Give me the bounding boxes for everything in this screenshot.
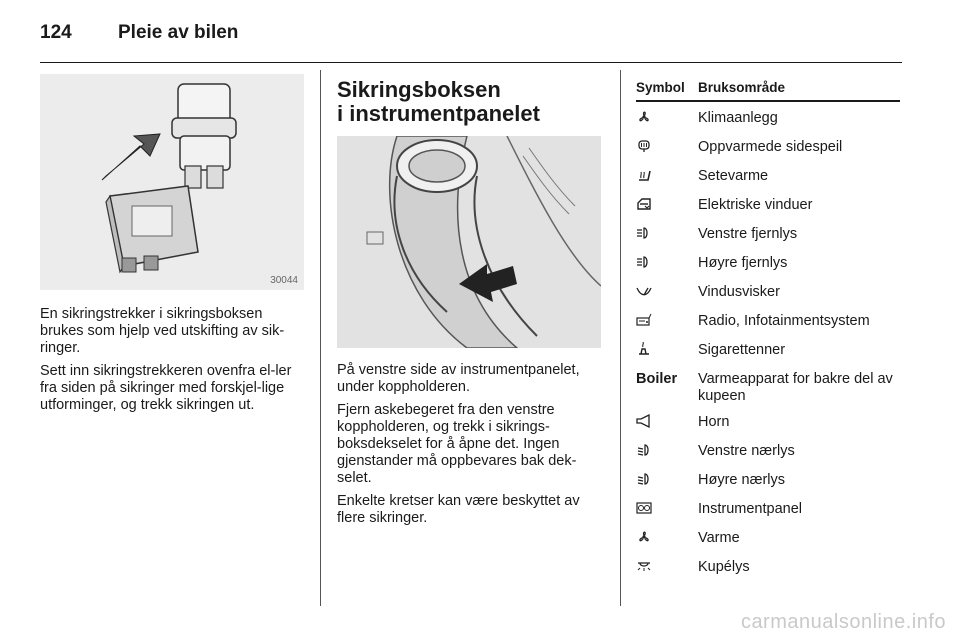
table-row <box>636 226 900 243</box>
table-row <box>636 284 900 301</box>
column-divider-right <box>620 70 621 606</box>
symbol-cell <box>636 559 698 573</box>
usage-cell: Horn <box>698 414 730 430</box>
usage-cell: Elektriske vinduer <box>698 197 813 213</box>
column-header-usage: Bruksområde <box>698 80 786 95</box>
symbol-text <box>636 371 698 388</box>
fuse-box-location-illustration <box>337 136 601 348</box>
table-row <box>636 139 900 156</box>
power-window-icon <box>636 197 652 211</box>
symbol-cell <box>636 501 698 515</box>
fuse-puller-illustration <box>40 74 304 290</box>
table-row <box>636 197 900 214</box>
usage-cell: Varmeapparat for bakre del av kupeen <box>698 371 893 404</box>
low-beam-icon <box>636 472 652 486</box>
heated-mirror-icon <box>636 139 652 153</box>
usage-cell: Oppvarmede sidespeil <box>698 139 843 155</box>
paragraph: Enkelte kretser kan være beskyttet av flere sikringer. <box>337 493 580 526</box>
table-row <box>636 559 900 576</box>
fuse-symbol-table <box>636 80 900 575</box>
symbol-cell <box>636 443 698 457</box>
symbol-label: Boiler <box>636 371 678 387</box>
symbol-cell <box>636 472 698 486</box>
table-row <box>636 414 900 431</box>
paragraph: En sikringstrekker i sikringsboksen brukes som hjelp ved utskifting av sik-ringer. <box>40 306 285 356</box>
symbol-cell <box>636 414 698 428</box>
usage-cell: Vindusvisker <box>698 284 780 300</box>
high-beam-icon <box>636 255 652 269</box>
seat-heater-icon <box>636 168 652 182</box>
section-title-line: Sikringsboksen <box>337 77 501 102</box>
watermark: carmanualsonline.info <box>740 611 946 633</box>
wiper-icon <box>636 284 652 298</box>
table-row <box>636 255 900 272</box>
symbol-cell <box>636 197 698 211</box>
symbol-cell <box>636 255 698 269</box>
header-rule <box>40 62 902 63</box>
page-number: 124 <box>40 22 72 43</box>
symbol-cell <box>636 342 698 356</box>
radio-icon <box>636 313 652 327</box>
usage-cell: Høyre nærlys <box>698 472 786 488</box>
usage-cell: Instrumentpanel <box>698 501 802 517</box>
usage-cell: Varme <box>698 530 740 546</box>
usage-cell: Høyre fjernlys <box>698 255 788 271</box>
symbol-cell <box>636 530 698 544</box>
symbol-cell <box>636 168 698 182</box>
middle-text-column <box>337 362 605 533</box>
fuse-puller-drawing <box>40 74 304 290</box>
interior-light-icon <box>636 559 652 573</box>
instrument-panel-icon <box>636 501 652 515</box>
table-row <box>636 472 900 489</box>
low-beam-icon <box>636 443 652 457</box>
symbol-cell <box>636 284 698 298</box>
table-row <box>636 313 900 330</box>
table-row <box>636 110 900 127</box>
fuse-box-drawing <box>337 136 601 348</box>
symbol-cell <box>636 110 698 124</box>
usage-cell: Venstre nærlys <box>698 443 795 459</box>
paragraph: Sett inn sikringstrekkeren ovenfra el-ler fra siden på sikringer med forskjel-lige utforminger, og trekk sikringen ut. <box>40 363 292 413</box>
symbol-cell <box>636 313 698 327</box>
symbol-cell <box>636 226 698 240</box>
fan-icon <box>636 530 652 544</box>
table-header <box>636 80 900 102</box>
section-title <box>337 78 540 126</box>
paragraph: På venstre side av instrumentpanelet, under koppholderen. <box>337 362 580 395</box>
table-row <box>636 342 900 359</box>
left-text-column <box>40 306 306 420</box>
usage-cell: Radio, Infotainmentsystem <box>698 313 870 329</box>
table-row <box>636 443 900 460</box>
table-row <box>636 168 900 185</box>
symbol-cell <box>636 139 698 153</box>
usage-cell: Setevarme <box>698 168 769 184</box>
fan-icon <box>636 110 652 124</box>
paragraph: Fjern askebegeret fra den venstre koppholderen, og trekk i sikrings-boksdekselet for å åpne det. Ingen gjenstander må oppbevares bak dek-selet. <box>337 402 577 486</box>
section-title-line: i instrumentpanelet <box>337 101 540 126</box>
usage-cell: Venstre fjernlys <box>698 226 798 242</box>
horn-icon <box>636 414 652 428</box>
table-row <box>636 501 900 518</box>
page-title: Pleie av bilen <box>118 22 239 43</box>
cigarette-lighter-icon <box>636 342 652 356</box>
table-row <box>636 371 900 405</box>
usage-cell: Sigarettenner <box>698 342 786 358</box>
illustration-code: 30044 <box>270 275 298 286</box>
column-header-symbol: Symbol <box>636 80 685 95</box>
usage-cell: Klimaanlegg <box>698 110 778 126</box>
high-beam-icon <box>636 226 652 240</box>
usage-cell: Kupélys <box>698 559 750 575</box>
column-divider-left <box>320 70 321 606</box>
table-row <box>636 530 900 547</box>
